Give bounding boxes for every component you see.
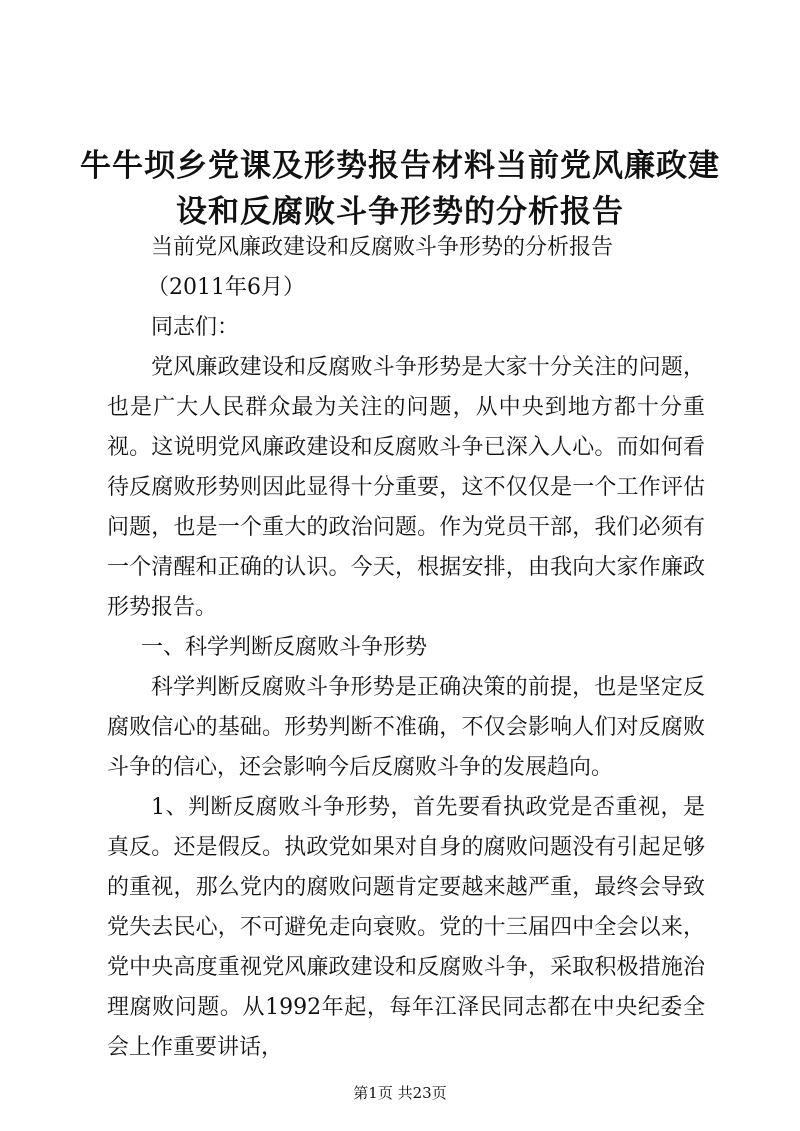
section-heading-1: 一、科学判断反腐败斗争形势 [141,635,428,660]
salutation: 同志们： [151,315,240,340]
page-number-footer: 第1页 共23页 [353,1084,447,1102]
document-title: 牛牛坝乡党课及形势报告材料当前党风廉政建设和反腐败斗争形势的分析报告 [80,148,720,230]
document-date: （2011年6月） [147,275,305,300]
paragraph-intro: 党风廉政建设和反腐败斗争形势是大家十分关注的问题，也是广大人民群众最为关注的问题，从中央到地方都十分重视。这说明党风廉政建设和反腐败斗争已深入人心。而如何看待反腐败形势则因此显得十分重要，这不仅仅是一个工作评估问题，也是一个重大的政治问题。作为党员干部，我们必须有一个清醒和正确的认识。今天，根据安排，由我向大家作廉政形势报告。 [107,355,705,620]
paragraph-point-1: 1、判断反腐败斗争形势，首先要看执政党是否重视，是真反。还是假反。执政党如果对自身的腐败问题没有引起足够的重视，那么党内的腐败问题肯定要越来越严重，最终会导致党失去民心，不可避免走向衰败。党的十三届四中全会以来，党中央高度重视党风廉政建设和反腐败斗争，采取积极措施治理腐败问题。从1992年起，每年江泽民同志都在中央纪委全会上作重要讲话， [107,795,705,1060]
paragraph-section-1: 科学判断反腐败斗争形势是正确决策的前提，也是坚定反腐败信心的基础。形势判断不准确，不仅会影响人们对反腐败斗争的信心，还会影响今后反腐败斗争的发展趋向。 [107,675,705,780]
document-subtitle: 当前党风廉政建设和反腐败斗争形势的分析报告 [151,235,614,260]
document-body [107,228,705,1068]
